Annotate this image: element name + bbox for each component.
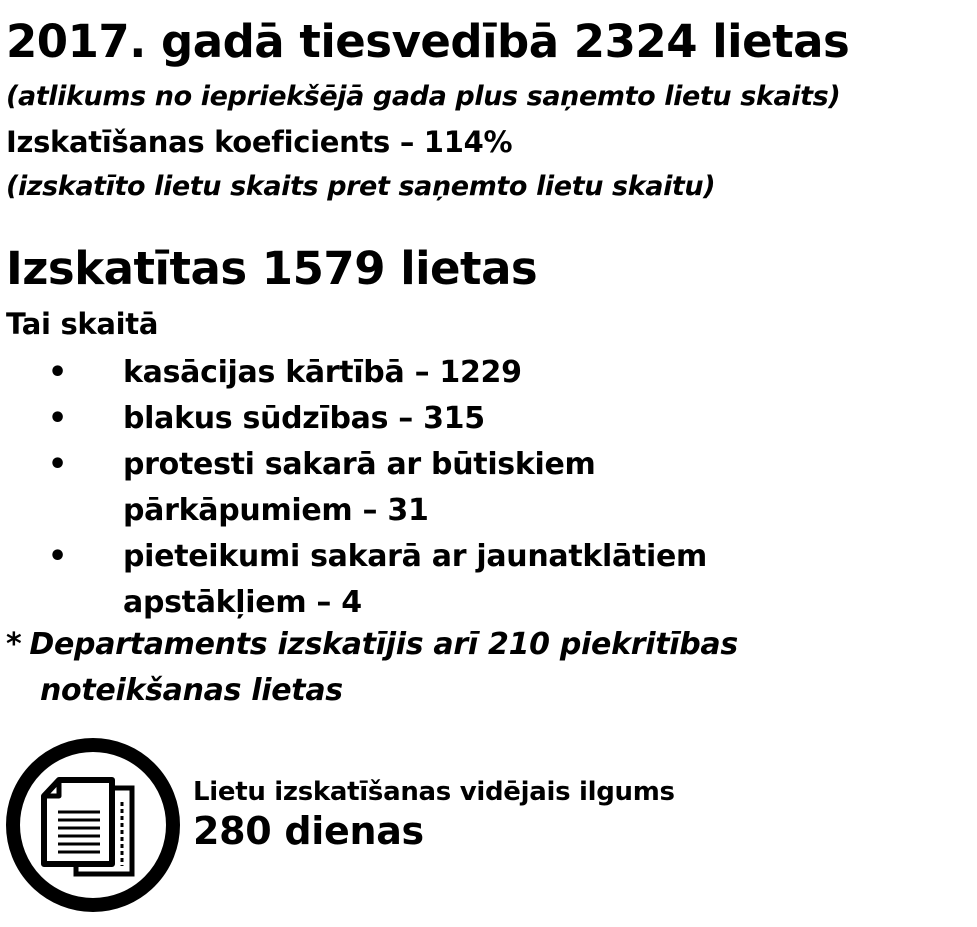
list-item-text: pieteikumi sakarā ar jaunatklātiem apstākļiem – 4 (123, 539, 707, 620)
headline: 2017. gadā tiesvedībā 2324 lietas (6, 15, 850, 68)
bullet-icon: • (48, 539, 67, 574)
bullet-icon: • (48, 401, 67, 436)
duration-value: 280 dienas (193, 809, 424, 853)
footnote-marker: * (6, 627, 22, 662)
list-item (0, 442, 977, 534)
coefficient-line: Izskatīšanas koeficients – 114% (6, 125, 513, 159)
list-item-text: protesti sakarā ar būtiskiem pārkāpumiem – 31 (123, 447, 596, 528)
bullet-icon: • (48, 447, 67, 482)
footnote-line-1: Departaments izskatījis arī 210 piekritības (29, 627, 738, 662)
breakdown-list (0, 350, 977, 626)
list-item (0, 534, 977, 626)
coefficient-note: (izskatīto lietu skaits pret saņemto lietu skaitu) (6, 171, 716, 202)
footnote (6, 622, 738, 714)
bullet-icon: • (48, 355, 67, 390)
list-item-text: kasācijas kārtībā – 1229 (123, 355, 522, 390)
headline-note: (atlikums no iepriekšējā gada plus saņemto lietu skaits) (6, 81, 841, 112)
footnote-line-2: noteikšanas lietas (40, 673, 343, 708)
documents-icon (4, 736, 182, 914)
duration-label: Lietu izskatīšanas vidējais ilgums (193, 777, 675, 807)
list-item (0, 396, 977, 442)
breakdown-label: Tai skaitā (6, 307, 159, 341)
list-item (0, 350, 977, 396)
list-item-text: blakus sūdzības – 315 (123, 401, 485, 436)
reviewed-headline: Izskatītas 1579 lietas (6, 242, 538, 295)
